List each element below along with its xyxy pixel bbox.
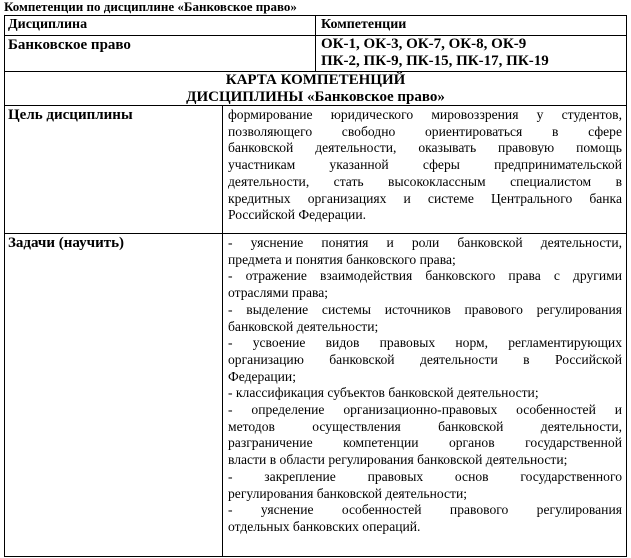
text-line: организацию банковской деятельности в Российской [228, 351, 622, 367]
page-title: Компетенции по дисциплине «Банковское право» [4, 0, 297, 14]
competency-codes [321, 36, 549, 70]
text-line: - классификация субъектов банковской деятельности; [228, 385, 539, 401]
header-discipline: Дисциплина [8, 17, 88, 32]
text-line: методов осуществления банковской деятельности, [228, 418, 622, 434]
text-line: - уяснение особенностей правового регулирования [228, 502, 622, 518]
text-line: - отражение взаимодействия банковского права с другими [228, 268, 622, 284]
table-rule [4, 556, 627, 557]
text-line: Российской Федерации. [228, 207, 366, 223]
text-line: регулирования банковской деятельности; [228, 485, 468, 501]
goal-label: Цель дисциплины [8, 107, 133, 123]
competency-codes-line: ПК-2, ПК-9, ПК-15, ПК-17, ПК-19 [321, 53, 549, 69]
text-line: - определение организационно-правовых особенностей и [228, 402, 622, 418]
text-line: власти в области регулирования банковской деятельности; [228, 452, 568, 468]
text-line: - усвоение видов правовых норм, регламентирующих [228, 335, 622, 351]
text-line: позволяющего свободно ориентироваться в сфере [228, 123, 622, 139]
text-line: деятельности, стать высококлассным специалистом в [228, 173, 622, 189]
text-line: формирование юридического мировоззрения у студентов, [228, 107, 622, 122]
card-title [4, 72, 627, 106]
text-line: - выделение системы источников правового регулирования [228, 301, 622, 317]
text-line: банковской деятельности; [228, 318, 379, 334]
text-line: участникам указанной сферы предпринимательской [228, 157, 622, 173]
header-competencies: Компетенции [321, 17, 407, 32]
text-line: отраслями права; [228, 285, 329, 301]
text-line: банковской деятельности, оказывать правовую помощь [228, 140, 622, 156]
tasks-text [228, 235, 622, 536]
table-rule [4, 233, 627, 234]
table-rule [315, 15, 316, 71]
competency-table [4, 15, 627, 557]
discipline-name: Банковское право [8, 37, 131, 53]
text-line: кредитных организациях и системе Центрального банка [228, 190, 622, 206]
text-line: отдельных банковских операций. [228, 518, 421, 534]
text-line: Федерации; [228, 368, 296, 384]
card-title-line: КАРТА КОМПЕТЕНЦИЙ [225, 72, 406, 88]
card-title-line: ДИСЦИПЛИНЫ «Банковское право» [186, 89, 445, 105]
text-line: - уяснение понятия и роли банковской деятельности, [228, 235, 622, 250]
text-line: разграничение компетенции органов государственной [228, 435, 622, 451]
text-line: - закрепление правовых основ государственного [228, 468, 622, 484]
competency-codes-line: ОК-1, ОК-3, ОК-7, ОК-8, ОК-9 [321, 36, 527, 52]
tasks-label: Задачи (научить) [8, 235, 125, 251]
text-line: предмета и понятия банковского права; [228, 251, 456, 267]
table-rule [222, 105, 223, 556]
goal-text [228, 107, 622, 224]
